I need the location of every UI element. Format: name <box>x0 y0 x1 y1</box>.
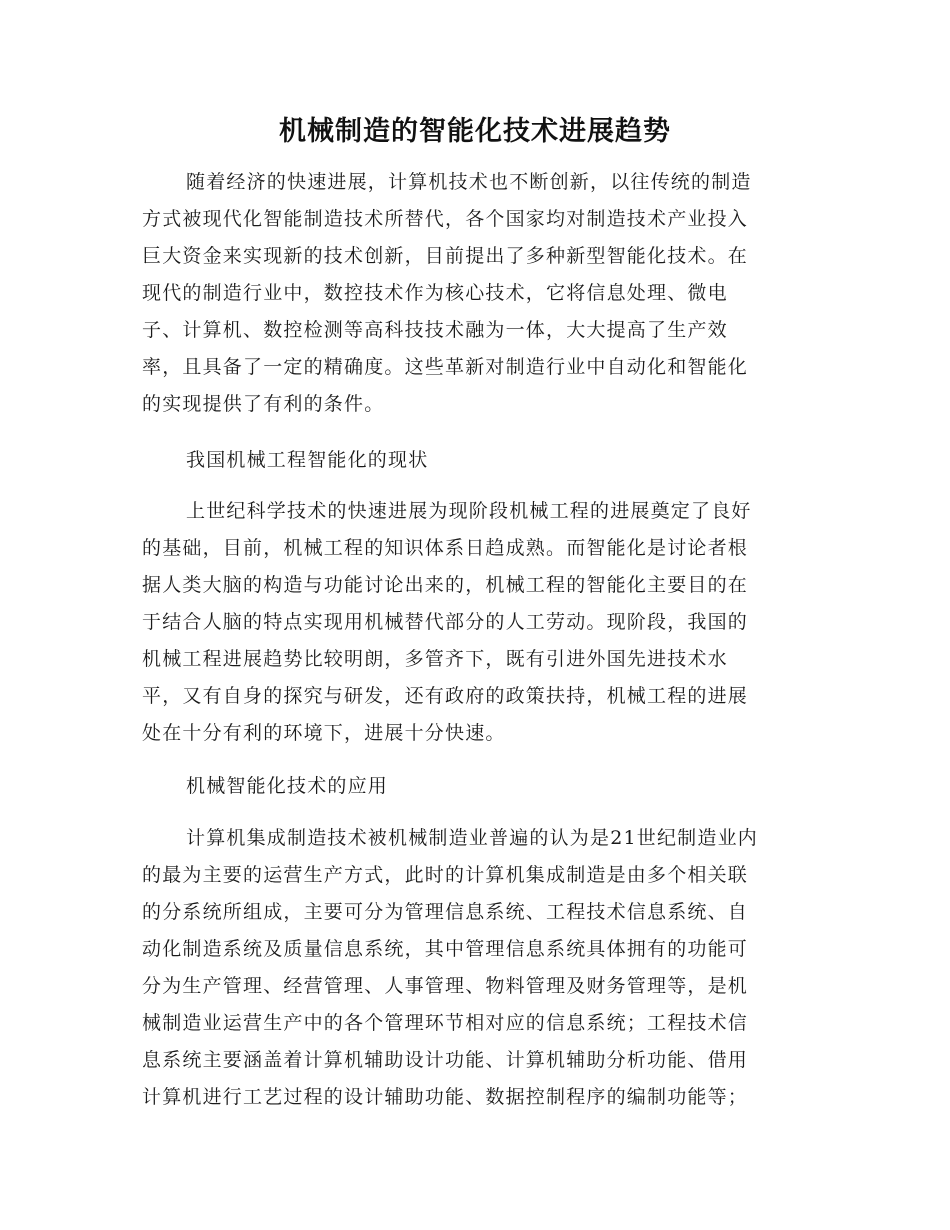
document-title: 机械制造的智能化技术进展趋势 <box>279 116 671 147</box>
paragraph-line: 的分系统所组成，主要可分为管理信息系统、工程技术信息系统、自 <box>142 901 749 923</box>
paragraph-line: 动化制造系统及质量信息系统，其中管理信息系统具体拥有的功能可 <box>142 938 749 960</box>
paragraph-2 <box>142 493 802 752</box>
paragraph-line: 上世纪科学技术的快速进展为现阶段机械工程的进展奠定了良好 <box>186 500 752 522</box>
paragraph-line: 分为生产管理、经营管理、人事管理、物料管理及财务管理等，是机 <box>142 975 749 997</box>
paragraph-line: 的最为主要的运营生产方式，此时的计算机集成制造是由多个相关联 <box>142 864 749 886</box>
paragraph-line: 巨大资金来实现新的技术创新，目前提出了多种新型智能化技术。在 <box>142 245 749 267</box>
paragraph-line: 随着经济的快速进展，计算机技术也不断创新，以往传统的制造 <box>186 171 752 193</box>
paragraph-line: 息系统主要涵盖着计算机辅助设计功能、计算机辅助分析功能、借用 <box>142 1049 749 1071</box>
section-heading-1 <box>142 442 802 479</box>
paragraph-line: 机械工程进展趋势比较明朗，多管齐下，既有引进外国先进技术水 <box>142 648 728 670</box>
paragraph-line: 的基础，目前，机械工程的知识体系日趋成熟。而智能化是讨论者根 <box>142 537 749 559</box>
paragraph-line: 方式被现代化智能制造技术所替代，各个国家均对制造技术产业投入 <box>142 208 749 230</box>
paragraph-line: 现代的制造行业中，数控技术作为核心技术，它将信息处理、微电 <box>142 282 728 304</box>
section-heading-text: 机械智能化技术的应用 <box>186 775 389 797</box>
section-heading-2 <box>142 768 802 805</box>
paragraph-line: 于结合人脑的特点实现用机械替代部分的人工劳动。现阶段，我国的 <box>142 611 749 633</box>
section-heading-text: 我国机械工程智能化的现状 <box>186 449 429 471</box>
paragraph-line: 计算机集成制造技术被机械制造业普遍的认为是21世纪制造业内 <box>186 827 758 849</box>
paragraph-line: 平，又有自身的探究与研发，还有政府的政策扶持，机械工程的进展 <box>142 685 749 707</box>
paragraph-line: 子、计算机、数控检测等高科技技术融为一体，大大提高了生产效 <box>142 319 728 341</box>
paragraph-line: 据人类大脑的构造与功能讨论出来的，机械工程的智能化主要目的在 <box>142 574 749 596</box>
paragraph-line: 处在十分有利的环境下，进展十分快速。 <box>142 722 506 744</box>
paragraph-3 <box>142 820 802 1116</box>
paragraph-line: 械制造业运营生产中的各个管理环节相对应的信息系统；工程技术信 <box>142 1012 749 1034</box>
paragraph-1 <box>142 164 802 423</box>
paragraph-line: 的实现提供了有利的条件。 <box>142 393 385 415</box>
paragraph-line: 计算机进行工艺过程的设计辅助功能、数据控制程序的编制功能等； <box>142 1086 749 1108</box>
paragraph-line: 率，且具备了一定的精确度。这些革新对制造行业中自动化和智能化 <box>142 356 749 378</box>
